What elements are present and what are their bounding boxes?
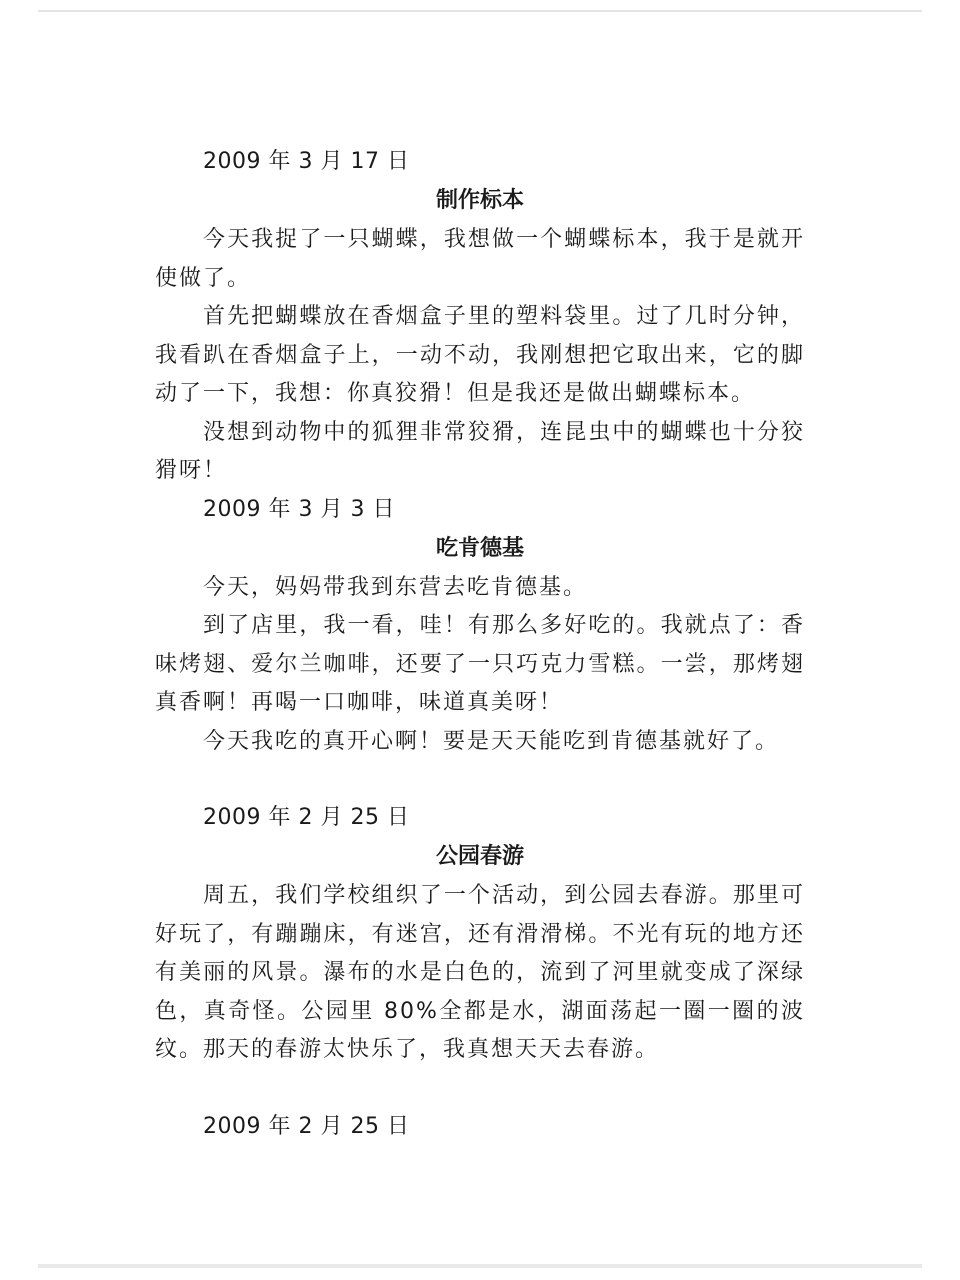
diary-entry-2 (155, 491, 805, 762)
entry-paragraph: 到了店里，我一看，哇！有那么多好吃的。我就点了：香味烤翅、爱尔兰咖啡，还要了一只巧克力雪糕。一尝，那烤翅真香啊！再喝一口咖啡，味道真美呀！ (155, 613, 805, 715)
diary-page (155, 143, 805, 1146)
entry-paragraph: 周五，我们学校组织了一个活动，到公园去春游。那里可好玩了，有蹦蹦床，有迷宫，还有滑滑梯。不光有玩的地方还有美丽的风景。瀑布的水是白色的，流到了河里就变成了深绿色，真奇怪。公园里 80%全都是水，湖面荡起一圈一圈的波纹。那天的春游太快乐了，我真想天天去春游。 (155, 883, 805, 1062)
entry-paragraph: 今天我吃的真开心啊！要是天天能吃到肯德基就好了。 (203, 728, 780, 754)
entry-paragraph: 首先把蝴蝶放在香烟盒子里的塑料袋里。过了几时分钟，我看趴在香烟盒子上，一动不动，我刚想把它取出来，它的脚动了一下，我想：你真狡猾！但是我还是做出蝴蝶标本。 (155, 304, 805, 406)
entry-title: 公园春游 (435, 844, 524, 869)
entry-paragraph: 没想到动物中的狐狸非常狡猾，连昆虫中的蝴蝶也十分狡猾呀！ (155, 419, 805, 483)
diary-entry-3 (155, 799, 805, 1070)
entry-paragraph: 今天我捉了一只蝴蝶，我想做一个蝴蝶标本，我于是就开使做了。 (155, 227, 805, 291)
entry-date: 2009 年 2 月 25 日 (203, 1113, 410, 1139)
top-divider (38, 10, 922, 12)
entry-date: 2009 年 3 月 17 日 (203, 149, 410, 174)
entry-title: 吃肯德基 (435, 535, 524, 561)
diary-entry-4 (155, 1108, 805, 1146)
bottom-divider (38, 1264, 922, 1268)
entry-paragraph: 今天，妈妈带我到东营去吃肯德基。 (203, 574, 588, 600)
entry-date: 2009 年 2 月 25 日 (203, 805, 410, 830)
entry-date: 2009 年 3 月 3 日 (203, 496, 395, 522)
entry-title: 制作标本 (435, 188, 524, 213)
diary-entry-1 (155, 143, 805, 491)
